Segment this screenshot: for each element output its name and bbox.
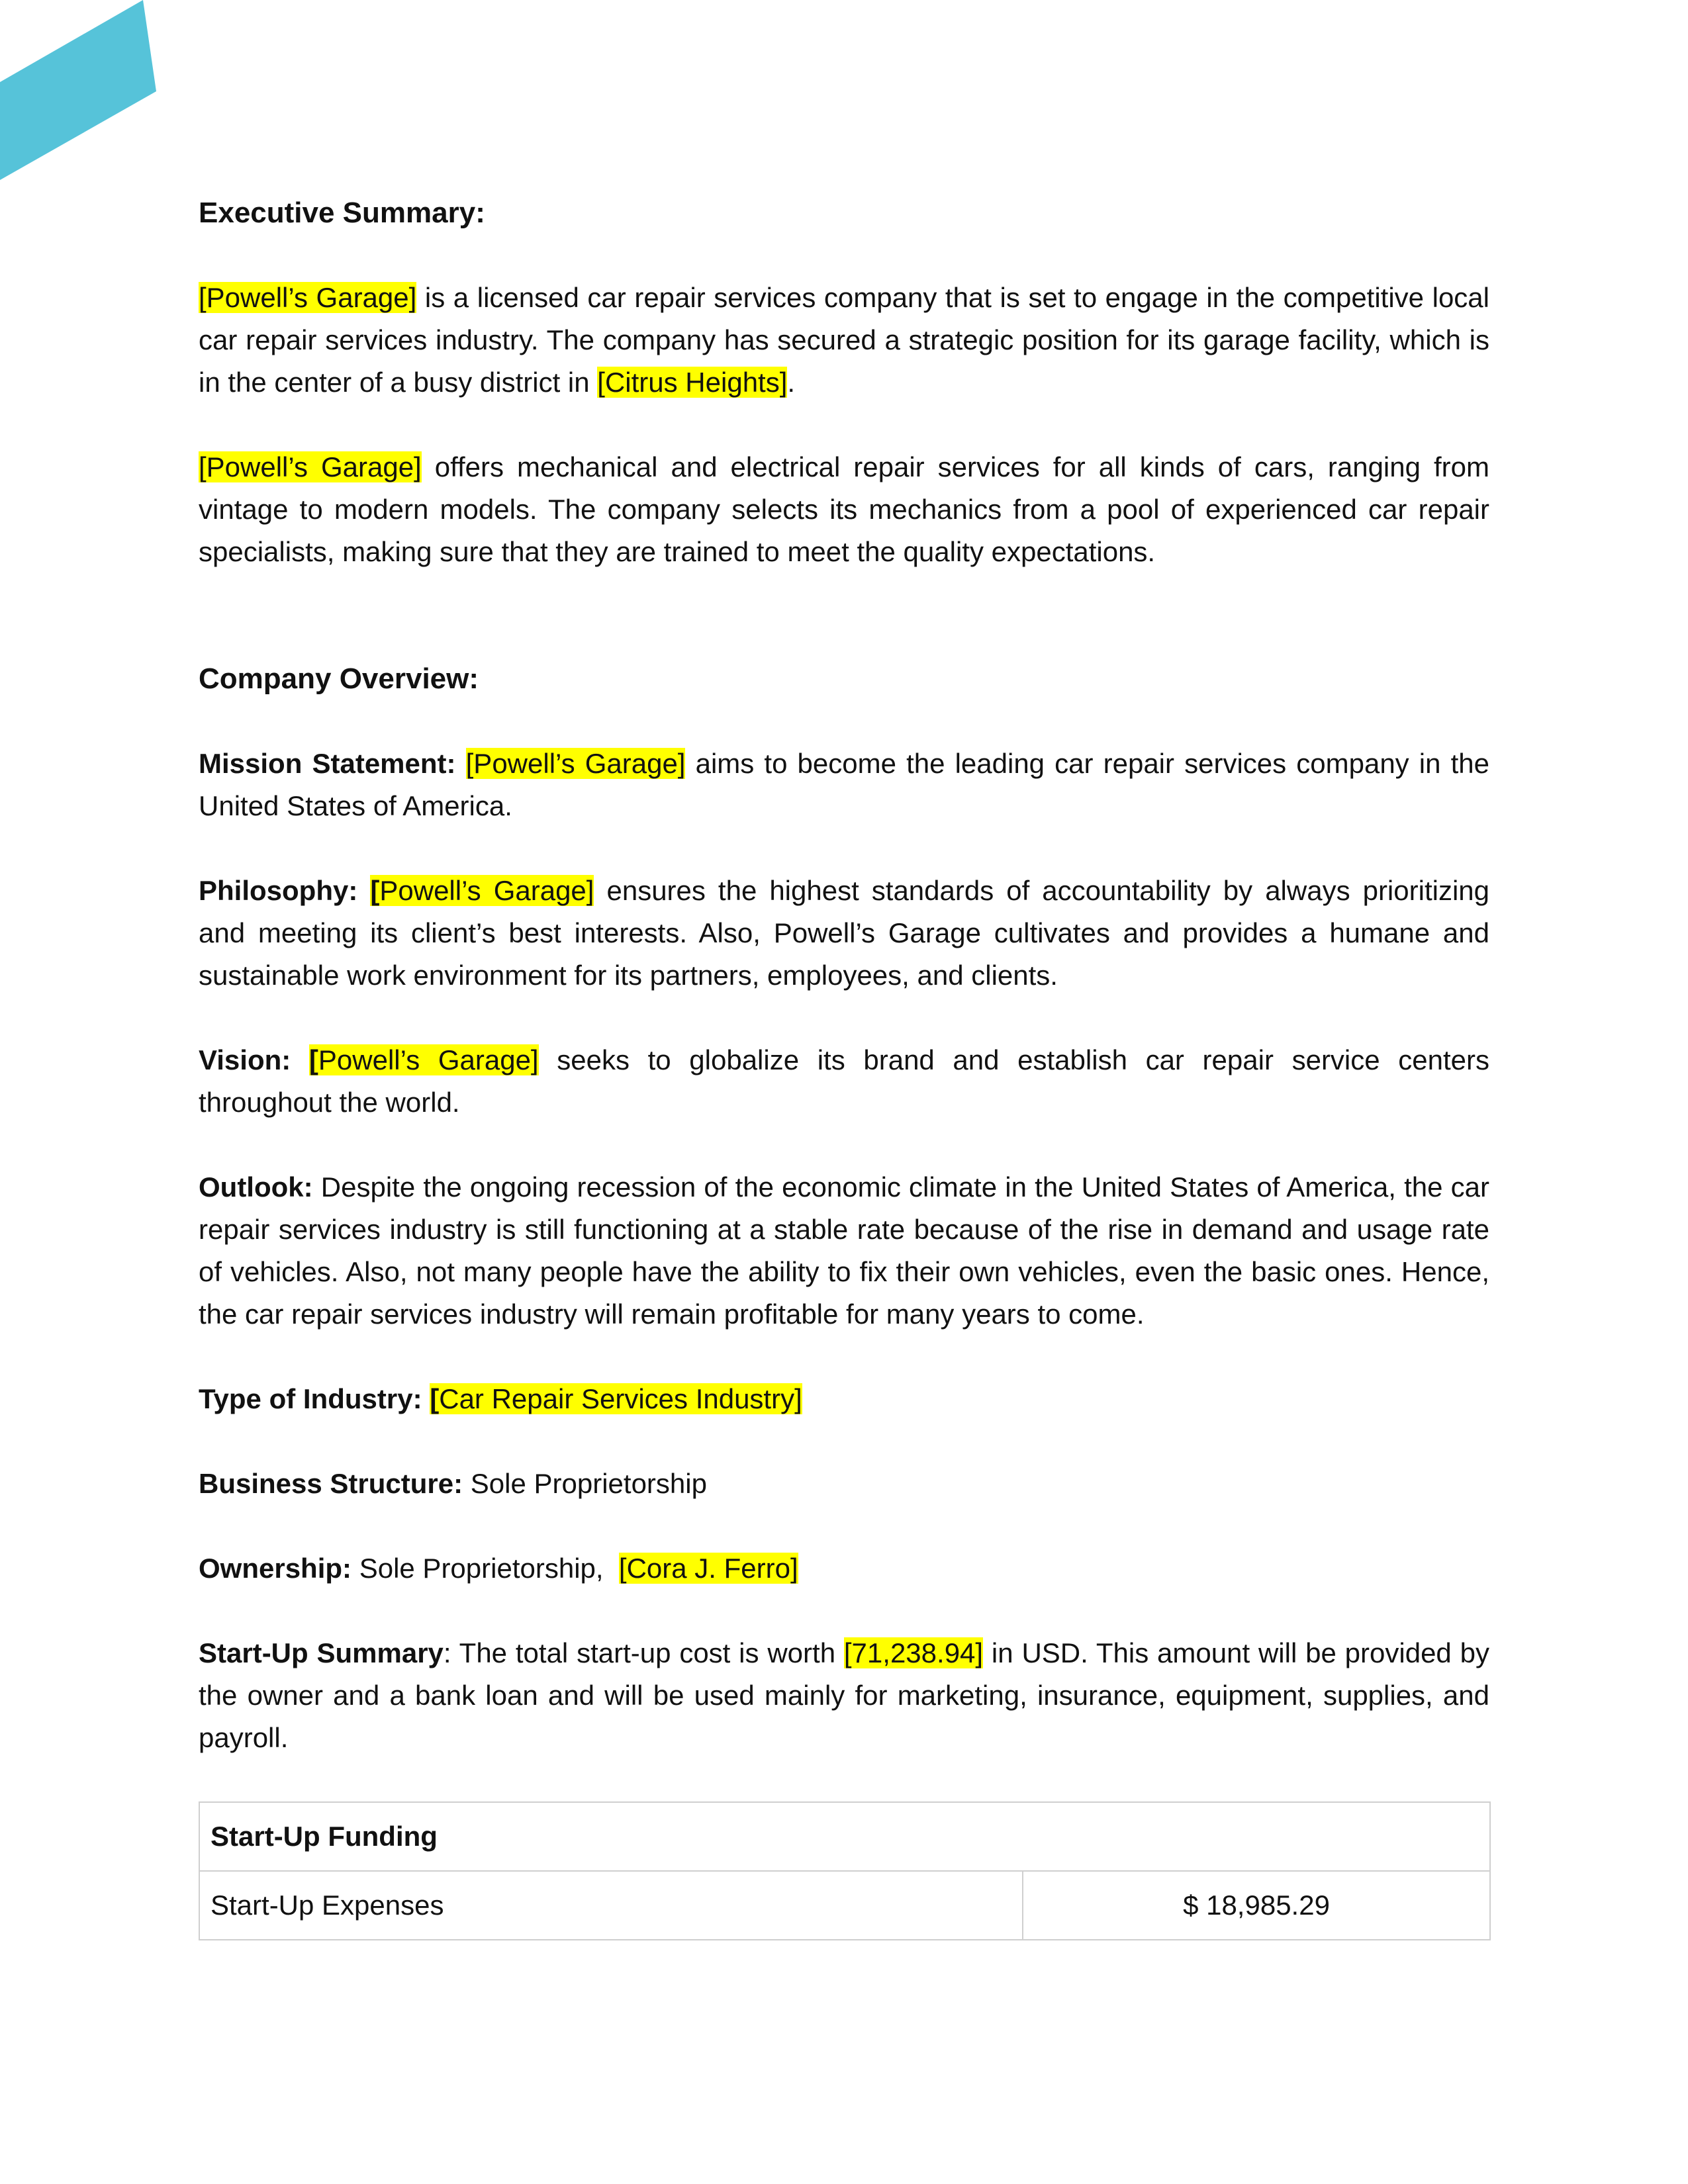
placeholder-owner-name: [Cora J. Ferro] — [618, 1553, 798, 1584]
type-of-industry: Type of Industry: [Car Repair Services Industry] — [199, 1383, 802, 1414]
table-cell-value: $ 18,985.29 — [1023, 1871, 1490, 1940]
ownership: Ownership: Sole Proprietorship, [Cora J. Ferro] — [199, 1553, 798, 1584]
table-row — [199, 1871, 1490, 1940]
decorative-corner-shape — [0, 0, 159, 185]
placeholder-company-name: Powell’s Garage] — [379, 875, 594, 906]
table-header-cell: Start-Up Funding — [199, 1802, 1490, 1871]
placeholder-company-name: [Powell’s Garage] — [465, 748, 686, 779]
table-header-row — [199, 1802, 1490, 1871]
business-structure: Business Structure: Sole Proprietorship — [199, 1468, 707, 1499]
placeholder-company-name: [Powell’s Garage] — [199, 282, 417, 313]
executive-summary-paragraph-1: [Powell’s Garage] is a licensed car repair services company that is set to engage in the competitive local car repair services industry. The company has secured a strategic position for its garage facility, which is in the center of a busy district in [Citrus Heights]. — [199, 282, 1489, 398]
start-up-funding-table — [199, 1801, 1491, 1940]
philosophy: Philosophy: [Powell’s Garage] ensures the highest standards of accountability by always prioritizing and meeting its client’s best interests. Also, Powell’s Garage cultivates and provides a humane and sustainable work environment for its partners, employees, and clients. — [199, 875, 1489, 991]
executive-summary-paragraph-2: [Powell’s Garage] offers mechanical and electrical repair services for all kinds of cars, ranging from vintage to modern models. The company selects its mechanics from a pool of experienced car repair specialists, making sure that they are trained to meet the quality expectations. — [199, 451, 1489, 567]
company-overview-heading: Company Overview: — [199, 662, 479, 695]
start-up-summary: Start-Up Summary: The total start-up cost is worth [71,238.94] in USD. This amount will be provided by the owner and a bank loan and will be used mainly for marketing, insurance, equipment, supplies, and payroll. — [199, 1637, 1489, 1753]
table-cell-label: Start-Up Expenses — [199, 1871, 1023, 1940]
document-body — [199, 192, 1489, 1940]
executive-summary-heading: Executive Summary: — [199, 197, 485, 229]
placeholder-company-name: Powell’s Garage] — [318, 1044, 539, 1075]
placeholder-industry: Car Repair Services Industry] — [439, 1383, 802, 1414]
placeholder-company-name: [Powell’s Garage] — [199, 451, 422, 482]
mission-statement: Mission Statement: [Powell’s Garage] aims to become the leading car repair services company in the United States of America. — [199, 748, 1489, 821]
outlook: Outlook: Despite the ongoing recession of the economic climate in the United States of America, the car repair services industry is still functioning at a stable rate because of the rise in demand and usage rate of vehicles. Also, not many people have the ability to fix their own vehicles, even the basic ones. Hence, the car repair services industry will remain profitable for many years to come. — [199, 1171, 1489, 1330]
vision: Vision: [Powell’s Garage] seeks to globalize its brand and establish car repair service centers throughout the world. — [199, 1044, 1489, 1118]
placeholder-start-up-cost: [71,238.94] — [843, 1637, 984, 1668]
placeholder-location: [Citrus Heights] — [597, 367, 788, 398]
